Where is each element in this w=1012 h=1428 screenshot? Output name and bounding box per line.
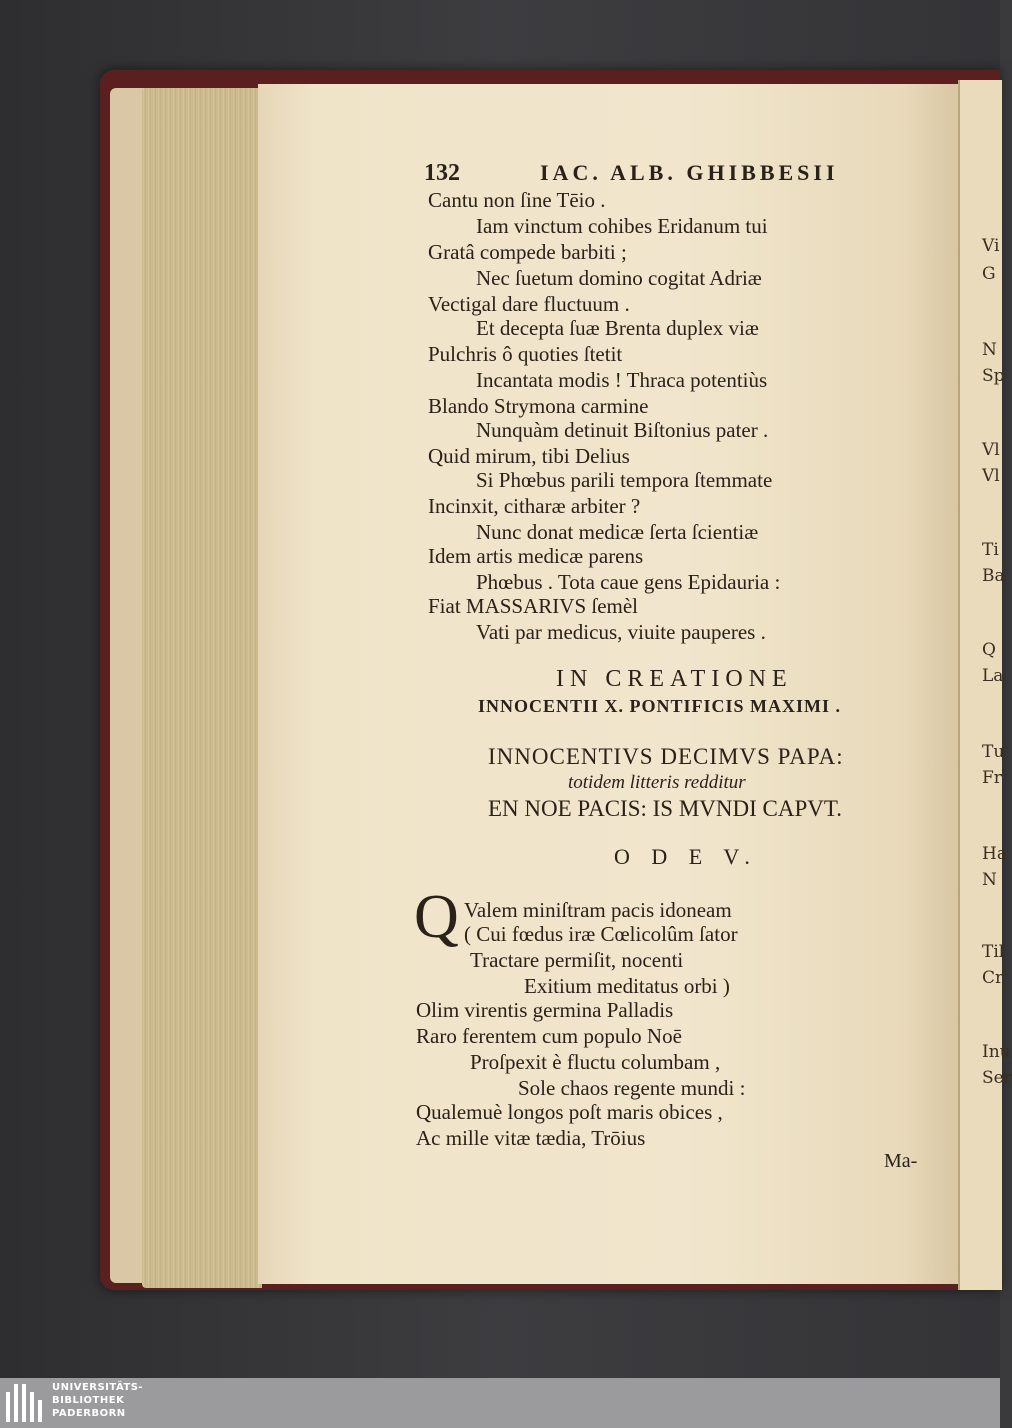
- verse-line: Incinxit, citharæ arbiter ?: [428, 494, 641, 518]
- drop-capital: Q: [414, 883, 459, 951]
- right-page-fragment: Vl: [982, 440, 1000, 460]
- right-page-fragment: Vl: [982, 466, 1000, 486]
- right-page-fragment: Cr: [982, 968, 1004, 988]
- verse-line: Nunc donat medicæ ſerta ſcientiæ: [476, 520, 759, 544]
- library-name-line1: UNIVERSITÄTS-: [52, 1382, 144, 1393]
- ode-line: Proſpexit è fluctu columbam ,: [470, 1050, 721, 1074]
- ode-line: Ac mille vitæ tædia, Trōius: [416, 1126, 646, 1150]
- anagram-line: INNOCENTIVS DECIMVS PAPA:: [488, 744, 844, 769]
- right-page-fragment: N: [982, 870, 997, 890]
- ode-line: ( Cui fœdus iræ Cœlicolûm ſator: [464, 922, 738, 946]
- verse-line: Fiat MASSARIVS ſemèl: [428, 594, 639, 618]
- right-page-fragment: Vi: [982, 236, 1000, 256]
- verse-line: Gratâ compede barbiti ;: [428, 240, 627, 264]
- right-page-fragment: Ser: [982, 1068, 1012, 1088]
- verse-line: Vectigal dare fluctuum .: [428, 292, 630, 316]
- verse-line: Pulchris ô quoties ſtetit: [428, 342, 623, 366]
- verse-line: Nunquàm detinuit Biſtonius pater .: [476, 418, 769, 442]
- ode-line: Exitium meditatus orbi ): [524, 974, 730, 998]
- library-name-line2: BIBLIOTHEK: [52, 1395, 125, 1406]
- verse-line: Blando Strymona carmine: [428, 394, 649, 418]
- right-page-fragment: Q: [982, 640, 996, 660]
- library-name-line3: PADERBORN: [52, 1408, 126, 1419]
- right-page-fragment: Tu: [982, 742, 1005, 762]
- right-page-fragment: Fr: [982, 768, 1002, 788]
- ode-line: Valem miniſtram pacis idoneam: [464, 898, 732, 922]
- ode-line: Olim virentis germina Palladis: [416, 998, 674, 1022]
- running-head: IAC. ALB. GHIBBESII: [540, 160, 839, 185]
- verse-line: Vati par medicus, viuite pauperes .: [476, 620, 766, 644]
- verse-line: Et decepta ſuæ Brenta duplex viæ: [476, 316, 759, 340]
- verse-line: Cantu non ſine Tēio .: [428, 188, 606, 212]
- verse-line: Si Phœbus parili tempora ſtemmate: [476, 468, 773, 492]
- verse-line: Idem artis medicæ parens: [428, 544, 644, 568]
- verse-line: Incantata modis ! Thraca potentiùs: [476, 368, 768, 392]
- ode-line: Tractare permiſit, nocenti: [470, 948, 684, 972]
- page-edges: [142, 88, 262, 1288]
- section-title: IN CREATIONE: [556, 666, 793, 692]
- right-page-fragment: Ti: [982, 540, 999, 560]
- ode-line: Sole chaos regente mundi :: [518, 1076, 746, 1100]
- ode-line: Qualemuè longos poſt maris obices ,: [416, 1100, 723, 1124]
- ode-line: Raro ferentem cum populo Noē: [416, 1024, 682, 1048]
- verse-line: Phœbus . Tota caue gens Epidauria :: [476, 570, 781, 594]
- right-page-fragment: La: [982, 666, 1004, 686]
- right-page-fragment: Inu: [982, 1042, 1011, 1062]
- library-logo-icon: [6, 1384, 46, 1424]
- right-page-fragment: N: [982, 340, 997, 360]
- verse-line: Iam vinctum cohibes Eridanum tui: [476, 214, 768, 238]
- right-page-fragment: Ha: [982, 844, 1007, 864]
- right-page-fragment: Sp: [982, 366, 1005, 386]
- anagram-result: EN NOE PACIS: IS MVNDI CAPVT.: [488, 796, 842, 821]
- ode-title: O D E V.: [614, 844, 758, 869]
- catchword: Ma-: [884, 1150, 918, 1172]
- right-page-fragment: Til: [982, 942, 1005, 962]
- page-number: 132: [424, 160, 460, 186]
- anagram-note: totidem litteris redditur: [568, 772, 746, 793]
- right-page-fragment: Ba: [982, 566, 1005, 586]
- right-page-fragment: G: [982, 264, 996, 284]
- section-subtitle: INNOCENTII X. PONTIFICIS MAXIMI .: [478, 696, 842, 716]
- library-footer: [0, 1378, 1000, 1428]
- verse-line: Quid mirum, tibi Delius: [428, 444, 630, 468]
- verse-line: Nec ſuetum domino cogitat Adriæ: [476, 266, 762, 290]
